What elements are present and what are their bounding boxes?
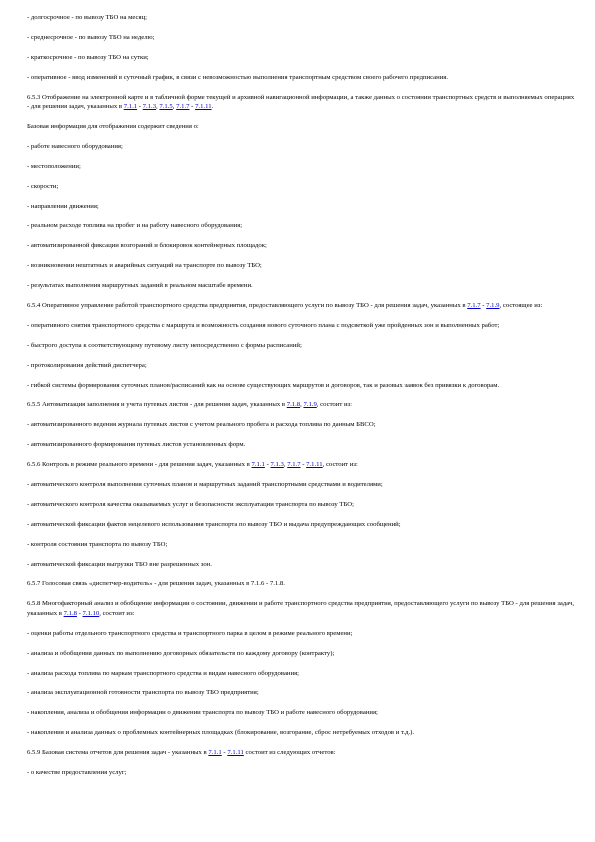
paragraph-text: - протоколирования действий диспетчера;	[27, 361, 147, 369]
paragraph-text: -	[264, 461, 271, 469]
paragraph-text: - гибкой системы формирования суточных планов/расписаний как на основе существующих маршрутов и договоров, так и разовых заявок без привязки к договорам.	[27, 381, 500, 389]
section-link[interactable]: 7.1.11	[227, 749, 244, 757]
paragraph-text: - реальном расходе топлива на пробег и на работу навесного оборудования;	[27, 222, 243, 230]
paragraph-text: - автоматизированной фиксации возгораний и блокировок контейнерных площадок;	[27, 242, 267, 250]
paragraph	[27, 361, 575, 371]
paragraph-text: - результатах выполнения маршрутных заданий в реальном масштабе времени.	[27, 282, 253, 290]
paragraph	[27, 688, 575, 698]
section-link[interactable]: 7.1.7	[176, 103, 190, 111]
paragraph-text: - автоматического контроля выполнения суточных планов и маршрутных заданий транспортными средствами и водителями;	[27, 480, 383, 488]
section-link[interactable]: 7.1.1	[123, 103, 138, 111]
paragraph	[27, 261, 575, 271]
paragraph-text: 6.5.8 Многофакторный анализ и обобщение информации о состоянии, движении и работе транспортного средства предприятия, предоставляющего услуги по вывозу ТБО - для решения задач, указанных в	[27, 600, 575, 617]
paragraph-text: -	[189, 103, 196, 111]
paragraph	[27, 440, 575, 450]
paragraph-text: - долгосрочное - по вывозу ТБО на месяц;	[27, 14, 148, 21]
section-link[interactable]: 7.1.3	[270, 461, 284, 469]
section-link[interactable]: 7.1.7	[287, 461, 301, 469]
section-link[interactable]: 7.1.1	[208, 749, 222, 757]
paragraph	[27, 520, 575, 530]
section-link[interactable]: 7.1.9	[303, 401, 317, 409]
paragraph	[27, 281, 575, 291]
paragraph-text: ,	[283, 461, 288, 469]
paragraph-text: - контроля состояния транспорта по вывозу ТБО;	[27, 540, 168, 548]
paragraph-text: - работе навесного оборудования;	[27, 142, 123, 150]
paragraph	[27, 321, 575, 331]
paragraph-text: - автоматической фиксации выгрузки ТБО вне разрешенных зон.	[27, 560, 212, 568]
paragraph-text: 6.5.9 Базовая система отчетов для решения задач - указанных в	[27, 749, 209, 757]
paragraph	[27, 202, 575, 212]
paragraph	[27, 13, 575, 23]
paragraph-text: - скорости;	[27, 182, 59, 190]
paragraph	[27, 53, 575, 63]
section-link[interactable]: 7.1.8	[63, 609, 77, 617]
paragraph-text: состоит из следующих отчетов:	[243, 749, 336, 757]
paragraph-text: , состоит из:	[322, 461, 358, 469]
paragraph	[27, 480, 575, 490]
paragraph-text: - автоматического контроля качества оказываемых услуг и безопасности эксплуатации транспорта по вывозу ТБО;	[27, 500, 354, 508]
section-link[interactable]: 7.1.10	[82, 609, 100, 617]
paragraph-text: - направлении движения;	[27, 202, 99, 210]
paragraph-text: - местоположении;	[27, 162, 81, 170]
document-body	[27, 13, 575, 788]
paragraph-text: ,	[156, 103, 160, 111]
paragraph-text: - анализа и обобщения данных по выполнению договорных обязательств по каждому договору (контракту);	[27, 649, 335, 657]
paragraph	[27, 182, 575, 192]
paragraph	[27, 381, 575, 391]
paragraph	[27, 341, 575, 351]
section-link[interactable]: 7.1.9	[486, 301, 500, 309]
paragraph-text: - автоматизированного формирования путевых листов установленных форм.	[27, 441, 246, 449]
section-link[interactable]: 7.1.11	[195, 103, 212, 111]
paragraph-text: - оперативного снятия транспортного средства с маршрута и возможность создания нового суточного плана с подсветкой уже пройденных зон и выполненных работ;	[27, 321, 500, 329]
paragraph	[27, 748, 575, 758]
paragraph	[27, 500, 575, 510]
section-link[interactable]: 7.1.11	[306, 461, 323, 469]
paragraph	[27, 629, 575, 639]
paragraph	[27, 301, 575, 311]
paragraph-text: -	[480, 301, 487, 309]
section-link[interactable]: 7.1.8	[286, 401, 301, 409]
paragraph-text: - быстрого доступа к соответствующему путевому листу непосредственно с формы расписаний;	[27, 341, 302, 349]
paragraph-text: - краткосрочное - по вывозу ТБО на сутки;	[27, 53, 149, 61]
paragraph-text: - оценки работы отдельного транспортного средства и транспортного парка в целом в режиме реального времени;	[27, 629, 353, 637]
paragraph	[27, 669, 575, 679]
paragraph-text: 6.5.7 Голосовая связь «диспетчер-водитель» - для решения задач, указанных в 7.1.6 - 7.1.8.	[27, 580, 285, 588]
paragraph-text: - накопления и анализа данных о проблемных контейнерных площадках (блокирование, возгорание, сброс нетребуемых отходов и т.д.).	[27, 729, 415, 737]
paragraph-text: 6.5.5 Автоматизация заполнения и учета путевых листов - для решения задач, указанных в	[27, 401, 287, 409]
paragraph	[27, 400, 575, 410]
section-link[interactable]: 7.1.1	[251, 461, 265, 469]
paragraph-text: Базовая информация для отображения содержит сведения о:	[27, 122, 199, 130]
paragraph	[27, 599, 575, 618]
paragraph-text: -	[76, 609, 83, 617]
paragraph	[27, 420, 575, 430]
paragraph-text: -	[137, 103, 143, 111]
paragraph-text: - о качестве предоставления услуг;	[27, 768, 127, 776]
paragraph	[27, 73, 575, 83]
paragraph-text: - анализа расхода топлива по маркам транспортного средства и видам навесного оборудования;	[27, 669, 299, 677]
paragraph-text: -	[221, 749, 228, 757]
paragraph	[27, 162, 575, 172]
paragraph-text: 6.5.4 Оперативное управление работой транспортного средства предприятия, предоставляющего услуги по вывозу ТБО - для решения задач, указанных в	[27, 301, 468, 309]
paragraph	[27, 122, 575, 132]
paragraph	[27, 221, 575, 231]
paragraph-text: - анализа эксплуатационной готовности транспорта по вывозу ТБО предприятия;	[27, 689, 259, 697]
paragraph-text: ,	[300, 401, 304, 409]
paragraph-text: - оперативное - ввод изменений в суточный график, в связи с невозможностью выполнения транспортным средством своего рабочего предписания.	[27, 73, 449, 81]
paragraph-text: ,	[172, 103, 177, 111]
paragraph-text: - автоматической фиксации фактов нецелевого использования транспорта по вывозу ТБО и выдача предупреждающих сообщений;	[27, 520, 401, 528]
paragraph-text: , состоящее из:	[499, 301, 543, 309]
paragraph	[27, 649, 575, 659]
paragraph-text: - возникновении нештатных и аварийных ситуаций на транспорте по вывозу ТБО;	[27, 262, 262, 270]
paragraph	[27, 768, 575, 778]
paragraph	[27, 708, 575, 718]
paragraph	[27, 728, 575, 738]
paragraph	[27, 33, 575, 43]
paragraph-text: , состоит из:	[316, 401, 353, 409]
paragraph	[27, 241, 575, 251]
paragraph	[27, 540, 575, 550]
paragraph	[27, 142, 575, 152]
paragraph-text: - автоматизированного ведения журнала путевых листов с учетом реального пробега и расхода топлива по данным БВСО;	[27, 421, 376, 429]
paragraph-text: -	[300, 461, 307, 469]
section-link[interactable]: 7.1.3	[142, 103, 157, 111]
paragraph-text: - накопления, анализа и обобщения информации о движении транспорта по вывозу ТБО и работе навесного оборудования;	[27, 709, 378, 717]
section-link[interactable]: 7.1.5	[159, 103, 173, 111]
paragraph-text: - среднесрочное - по вывозу ТБО на неделю;	[27, 33, 155, 41]
paragraph	[27, 93, 575, 112]
paragraph-text: 6.5.6 Контроль в режиме реального времени - для решения задач, указанных в	[27, 461, 252, 469]
paragraph-text: .	[211, 103, 214, 111]
paragraph-text: 6.5.3 Отображение на электронной карте и в табличной форме текущей и архивной навигационной информации, а также данных о состоянии транспортных средств и выполняемых операциях - для решения задач, указанных в	[27, 93, 575, 111]
paragraph-text: , состоит из:	[99, 609, 135, 617]
section-link[interactable]: 7.1.7	[467, 301, 481, 309]
paragraph	[27, 579, 575, 589]
paragraph	[27, 460, 575, 470]
paragraph	[27, 560, 575, 570]
